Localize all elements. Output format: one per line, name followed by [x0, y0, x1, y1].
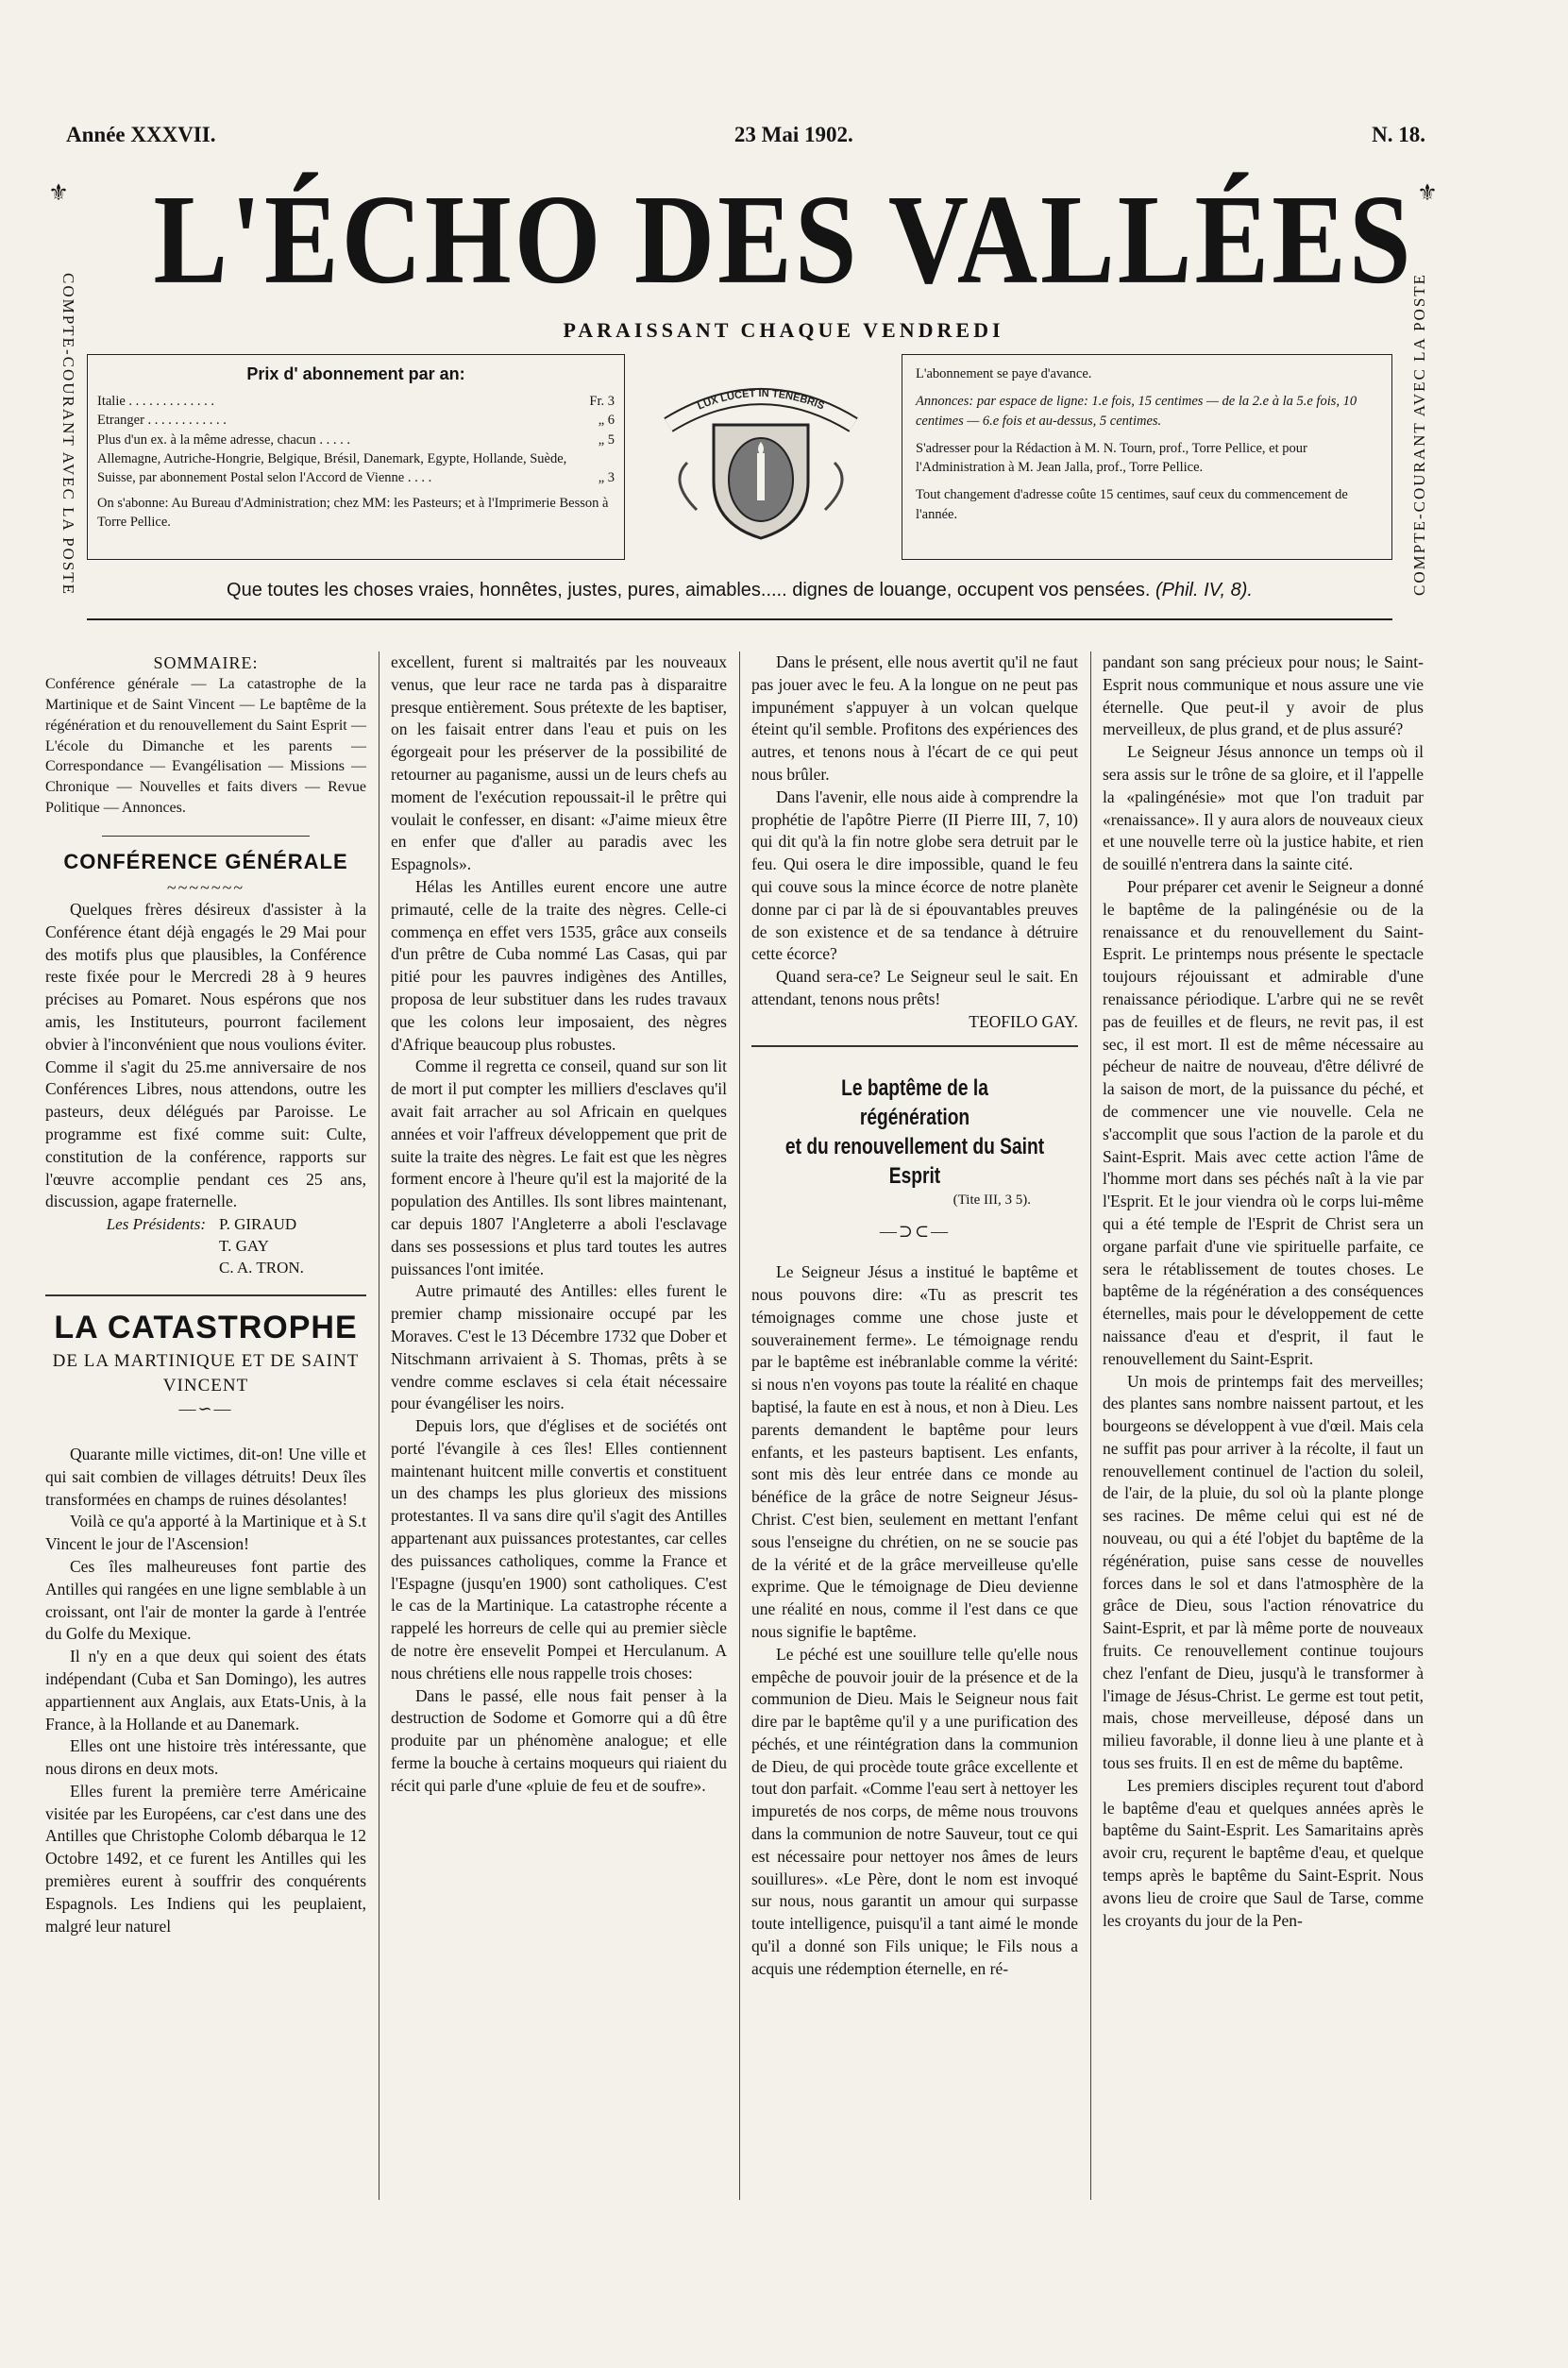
masthead-topline	[66, 123, 1425, 147]
info-text: Annonces: par espace de ligne: 1.e fois, 15 centimes — de la 2.e à la 5.e fois, 10 centimes — 6.e fois et au-dessus, 5 centimes.	[916, 394, 1357, 429]
column-1	[45, 651, 366, 1937]
conference-heading: CONFÉRENCE GÉNÉRALE	[63, 849, 348, 873]
article-paragraph: Pour préparer cet avenir le Seigneur a donné le baptême de la palingénésie ou de la renaissance et du renouvellement du Saint-Esprit. Le printemps nous présente le spectacle toujours réjouissant et admirable d'une renaissance périodique. L'arbre qui ne se revêt pas de feuilles et de fleurs, ne revit pas, il est sec, il est mort. Il est de même nécessaire au pécheur de naitre de nouveau, d'être délivré de la saison de mort, de la puissance du péché, et de commencer une vie nouvelle. Cela ne s'accomplit que sous l'action de la parole et du Saint-Esprit. Mais avec cette action l'âme de l'homme mort dans ses péchés naît à la vie par l'Esprit. Et le jour viendra où le corps lui-même qui a été temple de l'Esprit de Christ sera un organe parfait d'une vie spirituelle parfaite, ce sera le rétablissement de toutes choses. Le baptême de la régénération a des conséquences éternelles, mais pour le développement de cette naissance d'eau et d'esprit, il faut le renouvellement du Saint-Esprit.	[1103, 876, 1424, 1368]
newspaper-title: L'ÉCHO DES VALLÉES	[153, 168, 1414, 311]
article-paragraph: pandant son sang précieux pour nous; le Saint-Esprit nous communique et nous assure une vie éternelle. Que peut-il y avoir de plus merveilleux, de plus grand, et de plus assuré?	[1103, 652, 1424, 739]
article-paragraph: Ces îles malheureuses font partie des Antilles qui rangées en une ligne semblable à un croissant, ont l'air de monter la garde à l'entrée du Golfe du Mexique.	[45, 1556, 366, 1644]
article-paragraph: Dans le présent, elle nous avertit qu'il ne faut pas jouer avec le feu. A la longue on ne peut pas impunément s'appuyer à un volcan quelque éteint qu'il semble. Profitons des expériences des autres, et tenons nous à l'écart de ce qui peut nous brûler.	[751, 652, 1078, 784]
column-rule	[739, 651, 740, 2200]
column-rule	[1090, 651, 1091, 2200]
price-row: Allemagne, Autriche-Hongrie, Belgique, Brésil, Danemark, Egypte, Hollande, Suède, Suisse, par abonnement Postal selon l'Accord de Vienne . . . . „ 3	[97, 451, 615, 486]
newspaper-subtitle: PARAISSANT CHAQUE VENDREDI	[563, 318, 1004, 342]
info-box	[902, 354, 1392, 560]
article-paragraph: Quand sera-ce? Le Seigneur seul le sait. En attendant, tenons nous prêts!	[751, 967, 1078, 1008]
article-paragraph: Quarante mille victimes, dit-on! Une ville et qui sait combien de villages détruits! Deux îles transformées en champs de ruines désolantes!	[45, 1444, 366, 1509]
article-paragraph: Voilà ce qu'a apporté à la Martinique et à S.t Vincent le jour de l'Ascension!	[45, 1512, 366, 1554]
subscription-note: On s'abonne: Au Bureau d'Administration; chez MM: les Pasteurs; et à l'Imprimerie Besson à Torre Pellice.	[97, 495, 609, 530]
motto-line: Que toutes les choses vraies, honnêtes, justes, pures, aimables..... dignes de louange, occupent vos pensées. (Phil. IV, 8).	[227, 580, 1253, 600]
presidents-block: C. A. TRON.	[219, 1259, 304, 1277]
column-4	[1103, 651, 1424, 1932]
article-paragraph: Les premiers disciples reçurent tout d'abord le baptême d'eau et quelques années après le baptême du Saint-Esprit. Les Samaritains après avoir cru, reçurent le baptême d'eau, et quelque temps après le baptême du Saint-Esprit. Nous avons lieu de croire que Saul de Tarse, comme les croyants du jour de la Pen-	[1103, 1775, 1424, 1930]
catastrophe-heading: LA CATASTROPHE	[54, 1309, 358, 1345]
sommaire-heading: SOMMAIRE:	[153, 653, 259, 672]
sommaire-text: Conférence générale — La catastrophe de la Martinique et de Saint Vincent — Le baptême de la régénération et du renouvellement du Saint Esprit — L'école du Dimanche et les parents — Correspondance — Evangélisation — Missions — Chronique — Nouvelles et faits divers — Revue Politique — Annonces.	[45, 676, 366, 816]
article-paragraph: Depuis lors, que d'églises et de sociétés ont porté l'évangile à ces îles! Elles contiennent maintenant huitcent mille convertis et constituent un des champs les plus glorieux des missions protestantes. Il va sans dire qu'il s'agit des Antilles appartenant aux puissances protestantes, car celles des puissances catholiques, comme la France et l'Espagne (jusqu'en 1900) sont catholiques. C'est le cas de la Martinique. La catastrophe récente a rappelé les horreurs de celle qui au premier siècle de notre ère ensevelit Pompei et Herculanum. A nous chrétiens elle nous rappelle trois choses:	[391, 1416, 727, 1683]
bapteme-reference: (Tite III, 3 5).	[953, 1192, 1031, 1209]
divider-ornament: —∽—	[178, 1399, 233, 1419]
price-row: Italie . . . . . . . . . . . . . Fr. 3	[97, 394, 615, 410]
price-row: Etranger . . . . . . . . . . . . „ 6	[97, 413, 615, 429]
divider-ornament: —⊃⊂—	[879, 1221, 951, 1241]
article-paragraph: Autre primauté des Antilles: elles furent le premier champ missionaire occupé par les Moraves. C'est le 13 Décembre 1732 que Dober et Nitschmann arrivaient à S. Thomas, prêts à se vendre comme esclaves si cela était nécessaire pour évangéliser les noirs.	[391, 1281, 727, 1413]
date-label: 23 Mai 1902.	[733, 123, 853, 146]
article-paragraph: Dans le passé, elle nous fait penser à la destruction de Sodome et Gomorre qui a dû être produite par un phénomène analogue; et elle ferme la bouche à certains moqueurs qui riaient du récit qui parle d'une «pluie de feu et de soufre».	[391, 1685, 727, 1795]
signature: TEOFILO GAY.	[969, 1011, 1078, 1031]
year-label: Année XXXVII.	[66, 123, 216, 146]
price-row: Plus d'un ex. à la même adresse, chacun . . . . . „ 5	[97, 431, 615, 448]
article-paragraph: Le Seigneur Jésus annonce un temps où il sera assis sur le trône de sa gloire, et il l'appelle la «palingénésie» mot que l'on traduit par «renaissance». Il y aura alors de nouveaux cieux et une nouvelle terre où la justice habite, et rien de souillé n'entrera dans la sainte cité.	[1103, 742, 1424, 874]
issue-number: N. 18.	[1372, 123, 1425, 146]
article-paragraph: Un mois de printemps fait des merveilles; des plantes sans nombre naissent partout, et les bourgeons se développent à vue d'œil. Mais cela ne suffit pas pour arriver à la récolte, il faut un renouvellement continuel de l'action du soleil, de l'air, de la pluie, du sol où la plante plonge ses racines. De même celui qui est né de nouveau, ou qui a été l'objet du baptême de la régénération, puise sans cesse de nouvelles forces dans le sol et dans l'atmosphère de la grâce de Dieu, sous l'action rénovatrice du Saint-Esprit, et par là même porte de nouveaux fruits. Ce renouvellement continue toujours chez l'enfant de Dieu, jusqu'à le transformer à l'image de Jésus-Christ. Le germe est tout petit, mais, chose merveilleuse, déposé dans un milieu favorable, il donne lieu à une plante et à tous ses fruits. Il en est de même du baptême.	[1103, 1371, 1424, 1773]
divider	[751, 1045, 1078, 1047]
subscription-title: Prix d' abonnement par an:	[246, 364, 465, 383]
side-band-left: COMPTE-COURANT AVEC LA POSTE	[59, 272, 77, 597]
divider	[45, 1294, 366, 1296]
divider-ornament: ~~~~~~~	[166, 877, 245, 897]
header-rule	[87, 618, 1392, 620]
subscription-box	[87, 354, 625, 560]
emblem-motto: LUX LUCET IN TENEBRIS	[696, 387, 826, 413]
fleur-ornament-icon: ⚜	[48, 181, 69, 206]
article-paragraph: Elles ont une histoire très intéressante, que nous dirons en deux mots.	[45, 1736, 366, 1779]
column-3	[751, 651, 1078, 1981]
conference-text: Quelques frères désireux d'assister à la Conférence étant déjà engagés le 29 Mai pour des motifs plus que plausibles, la Conférence reste fixée pour le Mercredi 28 à 9 heures précises au Pomaret. Nous espérons que nos amis, les Instituteurs, pourront facilement obvier à l'inconvénient que nous voulions éviter. Comme il s'agit du 25.me anniversaire de nos Conférences Libres, nous attendons, outre les pasteurs, deux délégués par Paroisse. Le programme est fixé comme suit: Culte, constitution de la conférence, rapports sur l'œuvre accomplie pendant ces 25 ans, discussion, agape fraternelle.	[45, 900, 366, 1211]
info-text: L'abonnement se paye d'avance.	[916, 366, 1092, 381]
column-2	[391, 651, 727, 1798]
article-paragraph: Le péché est une souillure telle qu'elle nous empêche de pouvoir jouir de la présence et de la communion de Dieu. Mais le Seigneur nous fait dire par le baptême qu'il y a une purification des péchés, et une réintégration dans la communion de Dieu, de qui procède toute grâce excellente et tout don parfait. «Comme l'eau sert à nettoyer les impuretés de nos corps, de même nous trouvons dans la communion de notre Sauveur, tout ce qui est nécessaire pour nettoyer nos âmes de leurs souillures». «Le Père, dont le nom est invoqué sur nous, nous garantit un amour qui surpasse toute intelligence, puisqu'il a tant aimé le monde qu'il a donné son Fils unique; le Fils nous a acquis une rédemption éternelle, en ré-	[751, 1644, 1078, 1978]
divider	[102, 836, 310, 837]
article-paragraph: Le Seigneur Jésus a institué le baptême et nous pouvons dire: «Tu as prescrit tes témoignages comme une chose juste et souverainement ferme». Le témoignage rendu par le baptême est inébranlable comme la vérité: si nous n'en voyons pas toute la réalité en chaque baptisé, la faute en est à nous, et non à Dieu. Les parents demandent le baptême pour leurs enfants, et les pasteurs baptisent. Les enfants, sont mis dès leur entrée dans ce monde au bénéfice de la grâce de notre Seigneur Jésus-Christ. C'est bien, seulement en mettant l'enfant sous l'enseigne du chrétien, on ne se soucie pas de la vérité et de la grâce merveilleuse qu'elle exprime. Que le témoignage de Dieu devienne une réalité en nous, comme il l'est dans ce que nous signifie le baptême.	[751, 1262, 1078, 1641]
article-paragraph: Elles furent la première terre Américaine visitée par les Européens, car c'est dans une des Antilles que Christophe Colomb débarqua le 12 Octobre 1492, et ce furent les Antilles qui les premières eurent à souffrir des conquérents Espagnols. Les Indiens qui les peuplaient, malgré leur naturel	[45, 1781, 366, 1936]
bapteme-heading: et du renouvellement du Saint Esprit	[784, 1133, 1045, 1190]
info-text: Tout changement d'adresse coûte 15 centimes, sauf ceux du commencement de l'année.	[916, 487, 1348, 522]
presidents-block: Les Présidents: P. GIRAUD	[106, 1215, 297, 1234]
presidents-block: T. GAY	[219, 1237, 269, 1256]
article-paragraph: Il n'y en a que deux qui soient des états indépendant (Cuba et San Domingo), les autres appartiennent aux Anglais, aux Etats-Unis, à la France, à la Hollande et au Danemark.	[45, 1647, 366, 1734]
emblem-seal-icon	[631, 359, 891, 548]
fleur-ornament-icon: ⚜	[1417, 181, 1438, 206]
bapteme-heading: Le baptême de la régénération	[841, 1074, 988, 1130]
article-paragraph: excellent, furent si maltraités par les nouveaux venus, que leur race ne tarda pas à disparaitre presque entièrement. Sous prétexte de les baptiser, on les faisait entrer dans l'eau et puis on les égorgeait pour les préserver de la possibilité de retourner au paganisme, aussi un de leurs chefs au moment de l'exécution repoussait-il le prêtre qui voulait le confesser, en disant: «J'aime mieux être en enfer que d'aller au paradis avec les Espagnols».	[391, 652, 727, 874]
article-paragraph: Hélas les Antilles eurent encore une autre primauté, celle de la traite des nègres. Celle-ci commença en effet vers 1535, grâce aux conseils d'un prêtre de Cuba nommé Las Casas, qui par pitié pour les pauvres indigènes des Antilles, proposa de leur substituer dans les rudes travaux que les colons leur imposaient, des nègres d'Afrique beaucoup plus robustes.	[391, 876, 727, 1054]
info-text: S'adresser pour la Rédaction à M. N. Tourn, prof., Torre Pellice, et pour l'Administration à M. Jean Jalla, prof., Torre Pellice.	[916, 440, 1307, 476]
catastrophe-subheading: DE LA MARTINIQUE ET DE SAINT VINCENT	[52, 1350, 360, 1395]
side-band-right: COMPTE-COURANT AVEC LA POSTE	[1410, 272, 1428, 597]
article-paragraph: Comme il regretta ce conseil, quand sur son lit de mort il put compter les milliers d'esclaves qu'il avait fait arracher au sol Africain en quelques années et voir l'affreux développement que prit de suite la traite des nègres. Le fait est que les nègres forment encore à l'heure qu'il est la majorité de la population des Antilles. Ils sont libres maintenant, car depuis 1807 l'Angleterre a aboli l'esclavage dans ses possessions et plus tard toutes les autres puissances l'ont imitée.	[391, 1057, 727, 1278]
article-paragraph: Dans l'avenir, elle nous aide à comprendre la prophétie de l'apôtre Pierre (II Pierre III, 7, 10) qui dit qu'à la fin notre globe sera detruit par le feu. Qui osera le dire impossible, quand le feu qui couve sous la mince écorce de notre planète donne par ci par là de si épouvantables preuves de son existence et de sa tendance à détruire cette écorce?	[751, 787, 1078, 964]
